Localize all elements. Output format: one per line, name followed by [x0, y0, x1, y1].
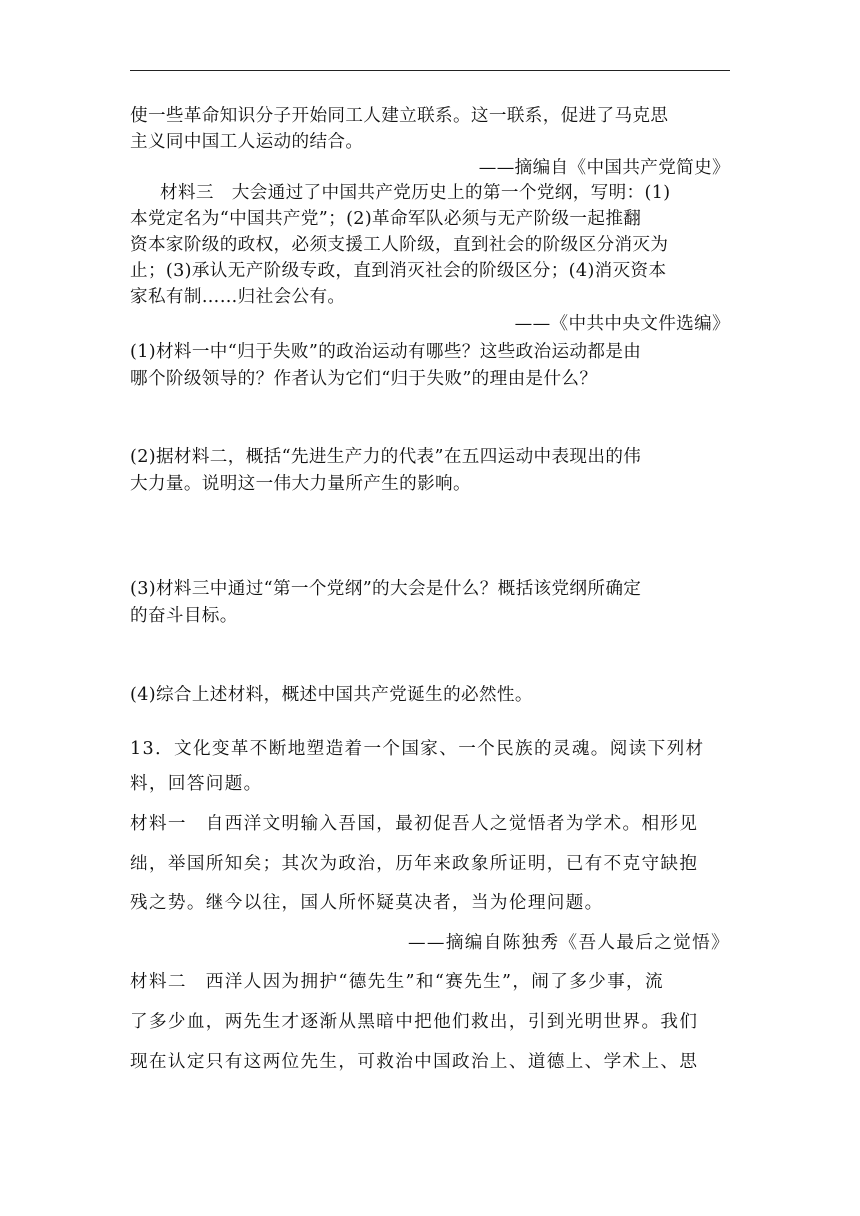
material-three-line: 家私有制……归社会公有。: [130, 287, 346, 307]
source-citation: ——摘编自陈独秀《吾人最后之觉悟》: [407, 933, 730, 953]
header-rule: [130, 70, 730, 71]
question-1: 哪个阶级领导的？作者认为它们“归于失败”的理由是什么？: [130, 369, 598, 389]
question-4: (4)综合上述材料，概述中国共产党诞生的必然性。: [130, 685, 533, 705]
material-one-line: 残之势。继今以往，国人所怀疑莫决者，当为伦理问题。: [130, 893, 604, 913]
material-three-line: 材料三 大会通过了中国共产党历史上的第一个党纲，写明：(1): [160, 183, 671, 203]
source-citation: ——《中共中央文件选编》: [514, 314, 730, 334]
question-3: (3)材料三中通过“第一个党纲”的大会是什么？概括该党纲所确定: [130, 579, 642, 599]
text-line: 使一些革命知识分子开始同工人建立联系。这一联系，促进了马克思: [130, 106, 669, 126]
material-one-line: 材料一 自西洋文明输入吾国，最初促吾人之觉悟者为学术。相形见: [130, 814, 699, 834]
material-three-line: 资本家阶级的政权，必须支援工人阶级，直到社会的阶级区分消灭为: [130, 235, 669, 255]
material-three-line: 本党定名为“中国共产党”；(2)革命军队必须与无产阶级一起推翻: [130, 209, 642, 229]
material-one-line: 绌，举国所知矣；其次为政治，历年来政象所证明，已有不克守缺抱: [130, 854, 699, 874]
question-3: 的奋斗目标。: [130, 606, 238, 626]
text-line: 主义同中国工人运动的结合。: [130, 132, 364, 152]
material-two-line: 现在认定只有这两位先生，可救治中国政治上、道德上、学术上、思: [130, 1052, 699, 1072]
question-13-stem: 13．文化变革不断地塑造着一个国家、一个民族的灵魂。阅读下列材: [130, 739, 705, 759]
material-two-line: 材料二 西洋人因为拥护“德先生”和“赛先生”，闹了多少事，流: [130, 972, 664, 992]
question-13-stem: 料，回答问题。: [130, 774, 263, 794]
source-citation: ——摘编自《中国共产党简史》: [478, 158, 730, 178]
question-2: 大力量。说明这一伟大力量所产生的影响。: [130, 474, 471, 494]
question-2: (2)据材料二，概括“先进生产力的代表”在五四运动中表现出的伟: [130, 447, 642, 467]
question-1: (1)材料一中“归于失败”的政治运动有哪些？这些政治运动都是由: [130, 342, 642, 362]
material-two-line: 了多少血，两先生才逐渐从黑暗中把他们救出，引到光明世界。我们: [130, 1012, 699, 1032]
material-three-line: 止；(3)承认无产阶级专政，直到消灭社会的阶级区分；(4)消灭资本: [130, 261, 667, 281]
